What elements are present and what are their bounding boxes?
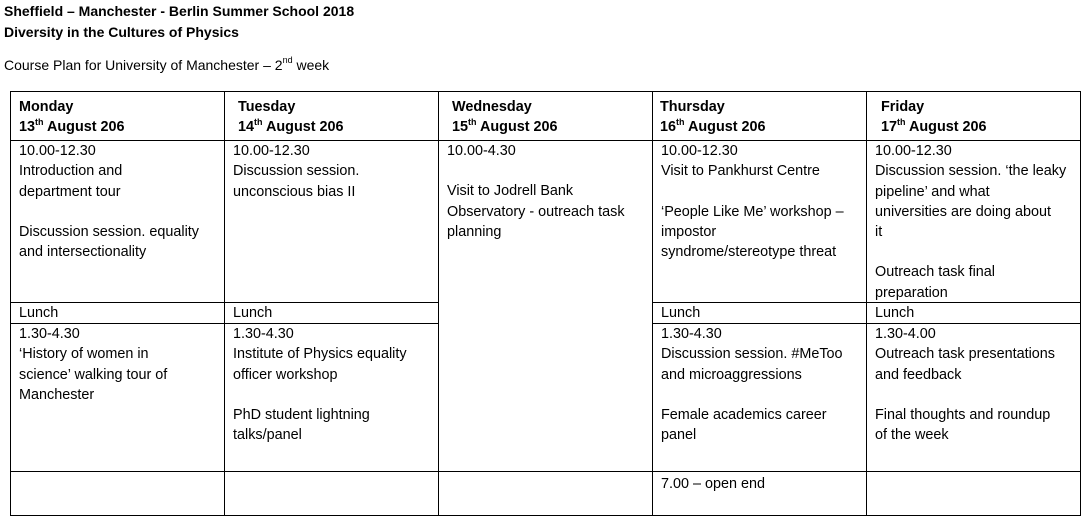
session-line: science’ walking tour of xyxy=(19,366,168,383)
session-line: PhD student lightning xyxy=(233,406,370,423)
session-time: 1.30-4.30 xyxy=(661,326,722,342)
session-time: 10.00-12.30 xyxy=(875,143,952,159)
day-date: 13th August 206 xyxy=(19,116,125,136)
lunch-cell-tuesday: Lunch xyxy=(233,305,273,321)
session-line: ‘History of women in xyxy=(19,346,149,363)
day-name: Thursday xyxy=(660,99,725,115)
session-line: syndrome/stereotype threat xyxy=(661,244,837,261)
table-border-top xyxy=(10,91,1081,92)
morning-cell-tuesday xyxy=(233,141,359,202)
course-plan-prefix: Course Plan for University of Manchester – 2 xyxy=(4,57,283,73)
lunch-cell-friday: Lunch xyxy=(875,305,915,321)
session-line: Discussion session. xyxy=(233,163,360,180)
table-col-rule-2 xyxy=(438,91,439,516)
session-line: Discussion session. ‘the leaky xyxy=(875,163,1067,180)
session-line: Visit to Pankhurst Centre xyxy=(661,163,820,180)
table-col-rule-1 xyxy=(224,91,225,516)
morning-cell-thursday xyxy=(661,141,844,262)
day-header-thursday xyxy=(660,97,766,138)
session-line: Visit to Jodrell Bank xyxy=(447,183,574,200)
session-line: Introduction and xyxy=(19,163,123,180)
day-header-monday xyxy=(19,97,125,138)
table-col-rule-4 xyxy=(866,91,867,516)
table-border-bottom xyxy=(10,515,1081,516)
morning-cell-friday xyxy=(875,141,1066,303)
session-line: Manchester xyxy=(19,386,95,403)
session-line: and intersectionality xyxy=(19,244,147,261)
table-col-rule-3 xyxy=(652,91,653,516)
document-title: Sheffield – Manchester - Berlin Summer School 2018 xyxy=(4,3,355,19)
session-line: of the week xyxy=(875,427,949,444)
evening-cell-thursday: 7.00 – open end xyxy=(661,476,766,492)
day-date: 17th August 206 xyxy=(881,116,987,136)
day-header-friday xyxy=(881,97,987,138)
session-line: unconscious bias II xyxy=(233,183,356,200)
afternoon-cell-monday xyxy=(19,324,167,405)
session-time: 10.00-12.30 xyxy=(661,143,738,159)
day-name: Tuesday xyxy=(238,99,296,115)
afternoon-cell-friday xyxy=(875,324,1055,445)
lunch-cell-thursday: Lunch xyxy=(661,305,701,321)
session-line: Institute of Physics equality xyxy=(233,346,407,363)
session-line: officer workshop xyxy=(233,366,338,383)
session-line: pipeline’ and what xyxy=(875,183,990,200)
day-date: 14th August 206 xyxy=(238,116,344,136)
table-border-left xyxy=(10,91,11,516)
session-line: talks/panel xyxy=(233,427,302,444)
session-line: universities are doing about xyxy=(875,203,1051,220)
session-line: Outreach task final xyxy=(875,264,995,281)
session-line: Female academics career xyxy=(661,406,827,423)
session-line: ‘People Like Me’ workshop – xyxy=(661,203,844,220)
day-date: 16th August 206 xyxy=(660,116,766,136)
session-line: and feedback xyxy=(875,366,962,383)
day-name: Wednesday xyxy=(452,99,532,115)
session-time: 10.00-4.30 xyxy=(447,143,516,159)
day-date: 15th August 206 xyxy=(452,116,558,136)
morning-cell-monday xyxy=(19,141,199,262)
document-subtitle: Diversity in the Cultures of Physics xyxy=(4,24,239,40)
course-plan-ordinal: nd xyxy=(282,55,293,66)
lunch-cell-monday: Lunch xyxy=(19,305,59,321)
session-line: panel xyxy=(661,427,697,444)
course-plan-suffix: week xyxy=(292,57,330,73)
session-time: 10.00-12.30 xyxy=(233,143,310,159)
session-time: 10.00-12.30 xyxy=(19,143,96,159)
session-line: Discussion session. equality xyxy=(19,223,199,240)
session-line: Outreach task presentations xyxy=(875,346,1055,363)
session-line: Observatory - outreach task xyxy=(447,203,625,220)
session-line: Final thoughts and roundup xyxy=(875,406,1051,423)
session-line: and microaggressions xyxy=(661,366,802,383)
session-line: it xyxy=(875,224,883,241)
table-rule-evening xyxy=(10,471,1081,472)
day-header-wednesday xyxy=(452,97,558,138)
session-time: 1.30-4.30 xyxy=(19,326,80,342)
day-name: Friday xyxy=(881,99,925,115)
session-line: department tour xyxy=(19,183,121,200)
day-header-tuesday xyxy=(238,97,344,138)
session-line: planning xyxy=(447,223,502,240)
course-plan-heading xyxy=(4,57,329,73)
afternoon-cell-tuesday xyxy=(233,324,407,445)
day-name: Monday xyxy=(19,99,74,115)
session-line: preparation xyxy=(875,284,948,301)
session-line: Discussion session. #MeToo xyxy=(661,346,843,363)
afternoon-cell-thursday xyxy=(661,324,843,445)
session-time: 1.30-4.30 xyxy=(233,326,294,342)
morning-cell-wednesday xyxy=(447,141,625,242)
session-time: 1.30-4.00 xyxy=(875,326,936,342)
session-line: impostor xyxy=(661,223,717,240)
table-border-right xyxy=(1080,91,1081,516)
